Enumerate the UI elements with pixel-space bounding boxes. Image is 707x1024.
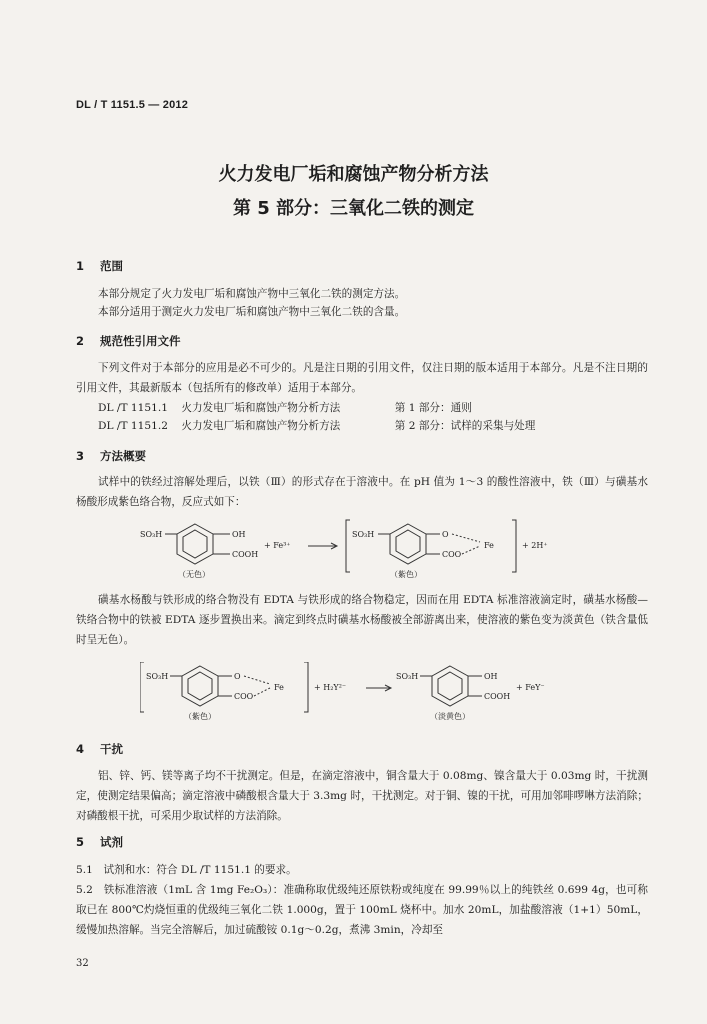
scope-paragraph-1: 本部分规定了火力发电厂垢和腐蚀产物中三氧化二铁的测定方法。: [98, 288, 406, 300]
scope-paragraph-2: 本部分适用于测定火力发电厂垢和腐蚀产物中三氧化二铁的含量。: [98, 306, 406, 318]
section-3-heading: [76, 448, 146, 464]
interference-paragraph: 铝、锌、钙、镁等离子均不干扰测定。但是，在滴定溶液中，铜含量大于 0.08mg、镍含量大于 0.03mg 时，干扰测定，使测定结果偏高；滴定溶液中磷酸根含量大于 3.3mg 时，干扰测定。对于铜、镍的干扰，可用加邻啡啰啉方法消除；对磷酸根干扰，可采用少取试样的方法消除。: [76, 770, 648, 822]
reference-name: 火力发电厂垢和腐蚀产物分析方法: [181, 402, 341, 414]
standard-code: DL / T 1151.5 — 2012: [76, 99, 189, 111]
reaction-equation-2-diagram: [140, 662, 580, 722]
plus-fe-edta: + FeY⁻: [516, 683, 545, 692]
section-2-heading: [76, 333, 181, 349]
section-title: 范围: [100, 259, 124, 273]
reference-name: 火力发电厂垢和腐蚀产物分析方法: [181, 420, 341, 432]
carboxyl-group: COOH: [232, 550, 259, 559]
reference-part: 第 2 部分：试样的采集与处理: [394, 420, 536, 432]
purple-label: （紫色）: [390, 570, 422, 579]
reference-item: [98, 400, 472, 415]
section-number: 3: [76, 449, 85, 463]
method-summary-paragraph-1: 试样中的铁经过溶解处理后，以铁（Ⅲ）的形式存在于溶液中。在 pH 值为 1～3 的酸性溶液中，铁（Ⅲ）与磺基水杨酸形成紫色络合物，反应式如下：: [76, 476, 648, 508]
benzene-ring-inner: [438, 672, 462, 700]
section-number: 1: [76, 259, 85, 273]
reference-code: DL /T 1151.1: [98, 402, 168, 414]
carboxyl-group: COOH: [484, 692, 511, 701]
right-bracket: [304, 662, 308, 712]
left-bracket: [346, 520, 350, 572]
section-title: 规范性引用文件: [100, 334, 181, 348]
sulfonic-group: SO₃H: [140, 530, 163, 539]
reaction-equation-2: [140, 662, 580, 722]
reference-item: [98, 418, 535, 433]
normative-references-paragraph: 下列文件对于本部分的应用是必不可少的。凡是注日期的引用文件，仅注日期的版本适用于本部分。凡是不注日期的引用文件，其最新版本（包括所有的修改单）适用于本部分。: [76, 362, 648, 394]
hydroxyl-group: OH: [232, 530, 246, 539]
sulfonic-group: SO₃H: [146, 672, 169, 681]
benzene-ring-inner: [396, 530, 420, 558]
reaction-equation-1-diagram: [140, 518, 580, 580]
section-title: 干扰: [100, 742, 124, 756]
purple-label: （紫色）: [184, 712, 216, 721]
sulfonic-group: SO₃H: [396, 672, 419, 681]
iron-atom: Fe: [274, 683, 284, 692]
reagent-item-5-1: 5.1 试剂和水：符合 DL /T 1151.1 的要求。: [76, 864, 297, 876]
plus-hydrogen-ions: + 2H⁺: [522, 541, 548, 550]
colorless-label: （无色）: [178, 570, 210, 579]
section-title: 方法概要: [100, 449, 147, 463]
section-number: 5: [76, 835, 85, 849]
right-bracket: [512, 520, 516, 572]
document-subtitle: 第 5 部分：三氧化二铁的测定: [232, 198, 475, 219]
hydroxyl-group: OH: [484, 672, 498, 681]
reference-code: DL /T 1151.2: [98, 420, 168, 432]
section-4-heading: [76, 741, 123, 757]
sulfonic-group: SO₃H: [352, 530, 375, 539]
reaction-equation-1: [140, 518, 580, 580]
benzene-ring-inner: [188, 672, 212, 700]
carboxylate-group: COO: [234, 692, 254, 701]
plus-fe-ion: + Fe³⁺: [264, 541, 291, 550]
section-number: 2: [76, 334, 85, 348]
document-title: 火力发电厂垢和腐蚀产物分析方法: [218, 164, 489, 185]
page-number: 32: [76, 958, 89, 969]
left-bracket: [140, 662, 144, 712]
reagent-item-5-2: 5.2 铁标准溶液（1mL 含 1mg Fe₂O₃）：准确称取优级纯还原铁粉或纯度在 99.99％以上的纯铁丝 0.699 4g，也可称取已在 800℃灼烧恒重的优级纯三氧化二铁 1.000g，置于 100mL 烧杯中。加水 20mL，加盐酸溶液（1+1）50mL，缓慢加热溶解。当完全溶解后，加过硫酸铵 0.1g～0.2g，煮沸 3min，冷却至: [76, 884, 648, 936]
method-summary-paragraph-2: 磺基水杨酸与铁形成的络合物没有 EDTA 与铁形成的络合物稳定，因而在用 EDTA 标准溶液滴定时，磺基水杨酸—铁络合物中的铁被 EDTA 逐步置换出来。滴定到终点时磺基水杨酸被全部游离出来，使溶液的紫色变为淡黄色（铁含量低时呈无色）。: [76, 594, 648, 646]
carboxylate-group: COO: [442, 550, 462, 559]
reference-part: 第 1 部分：通则: [394, 402, 472, 414]
plus-edta: + H₂Y²⁻: [314, 683, 347, 692]
pale-yellow-label: （淡黄色）: [430, 712, 470, 721]
benzene-ring-inner: [183, 530, 207, 558]
oxygen-atom: O: [234, 672, 241, 681]
iron-atom: Fe: [484, 541, 494, 550]
oxygen-atom: O: [442, 530, 449, 539]
section-number: 4: [76, 742, 85, 756]
section-1-heading: [76, 258, 123, 274]
section-title: 试剂: [100, 835, 124, 849]
section-5-heading: [76, 834, 123, 850]
